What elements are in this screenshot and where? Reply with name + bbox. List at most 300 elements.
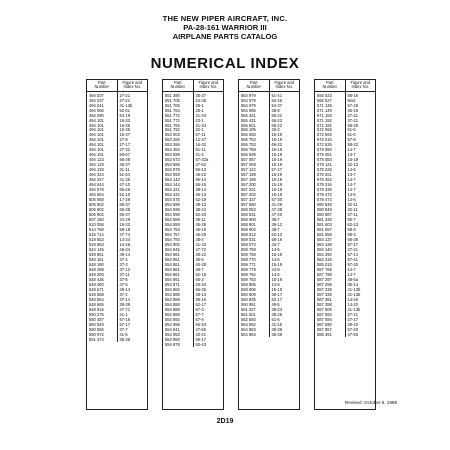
catalog-name: AIRPLANE PARTS CATALOG — [172, 32, 278, 41]
part-number: 494 041 — [87, 103, 117, 108]
figure-index: 17-26 — [119, 197, 130, 203]
part-number: 554 985 — [239, 108, 269, 113]
part-number: 551 792 — [163, 127, 193, 132]
part-number: 494 037 — [87, 91, 117, 97]
figure-index: 27-21 — [119, 97, 130, 103]
part-number: 556 753 — [239, 137, 269, 142]
figure-index: 14-5 — [347, 192, 356, 198]
figure-index: 15-19 — [271, 172, 282, 178]
figure-index: 56-14 — [195, 177, 206, 183]
part-number: 554 892 — [163, 317, 193, 322]
figure-index: 14-34 — [119, 237, 130, 243]
figure-index: 39-11 — [195, 217, 206, 223]
figure-index: 67-11 — [195, 132, 206, 138]
index-table — [163, 80, 223, 347]
figure-index: 39-12 — [271, 222, 282, 228]
part-number: 557 200 — [239, 182, 269, 187]
part-number: 494 066 — [87, 108, 117, 113]
figure-index: 45-38 — [195, 222, 206, 228]
figure-index: 41-4 — [195, 152, 204, 158]
part-number: 553 685 — [163, 162, 193, 167]
part-number: 494 123 — [87, 157, 117, 162]
part-number: 557 202 — [239, 192, 269, 197]
figure-index: 57-47 — [271, 167, 282, 173]
figure-index: 41-5 — [119, 331, 128, 337]
figure-index: 62-19 — [195, 197, 206, 203]
figure-index: 52-51 — [119, 107, 130, 113]
figure-index: 58-3 — [347, 227, 356, 233]
figure-index: 14-5 — [271, 247, 280, 253]
figure-index-header: Figure and Index No. — [117, 80, 147, 91]
figure-index: 61-6 — [347, 127, 356, 133]
part-number: 587 505 — [315, 307, 345, 312]
part-number: 515 714 — [87, 232, 117, 237]
part-number: 551 772 — [163, 113, 193, 118]
figure-index: 38-17 — [271, 291, 282, 297]
part-number: 585 015 — [315, 262, 345, 267]
figure-index: 15-19 — [271, 252, 282, 258]
figure-index: 37-7 — [119, 326, 128, 332]
figure-index: 67-32a — [195, 157, 209, 163]
figure-index: 46-34 — [119, 247, 130, 253]
figure-index: 41-1 — [119, 311, 128, 317]
part-number: 584 137 — [315, 237, 345, 242]
part-number: 579 316 — [315, 182, 345, 187]
part-number: 550 549 — [87, 322, 117, 327]
part-number: 554 093 — [163, 172, 193, 177]
part-number: 588 391 — [315, 332, 345, 337]
part-number: 554 144 — [163, 182, 193, 187]
part-number: 560 951 — [239, 302, 269, 307]
figure-index: 15-19 — [271, 162, 282, 168]
part-number: 548 161 — [87, 257, 117, 262]
figure-index: 46-29 — [195, 232, 206, 238]
figure-index: 57-30 — [271, 197, 282, 203]
figure-index: 38-8 — [271, 107, 280, 113]
part-number: 554 979 — [239, 91, 269, 97]
part-number: 554 953 — [163, 332, 193, 337]
part-number: 554 845 — [163, 247, 193, 252]
figure-index: 21-34 — [195, 122, 206, 128]
part-number: 555 421 — [239, 113, 269, 118]
figure-index: 57-20 — [347, 262, 358, 268]
page-title: NUMERICAL INDEX — [150, 55, 300, 72]
figure-index: 52-10 — [119, 192, 130, 198]
part-number: 554 888 — [163, 307, 193, 312]
part-number: 587 593 — [315, 312, 345, 317]
figure-index: 44-7 — [271, 242, 280, 248]
figure-index: 14-7 — [347, 267, 356, 273]
part-number: 494 133 — [87, 167, 117, 172]
part-number: 566 527 — [315, 98, 345, 103]
part-number: 494 101 — [87, 137, 117, 142]
part-number: 494 864 — [87, 192, 117, 197]
figure-index: 36-37 — [119, 162, 130, 168]
figure-index: 41-15 — [271, 321, 282, 327]
part-number: 587 299 — [315, 282, 345, 287]
part-number: 494 101 — [87, 118, 117, 123]
figure-index-header: Figure and Index No. — [345, 80, 375, 91]
part-number: 494 101 — [87, 152, 117, 157]
figure-index: 16-36 — [119, 127, 130, 133]
figure-index: 66-22 — [271, 142, 282, 148]
part-number: 571 183 — [315, 113, 345, 118]
figure-index: 25-1 — [195, 107, 204, 113]
figure-index: 58-22 — [347, 142, 358, 148]
part-number: 581 330 — [315, 217, 345, 222]
figure-index: 66-22 — [271, 112, 282, 118]
figure-index: 15-19 — [271, 192, 282, 198]
figure-index: 14-7 — [347, 152, 356, 158]
part-number: 554 888 — [163, 312, 193, 317]
figure-index: 47-40 — [271, 212, 282, 218]
figure-index: 27-32 — [119, 147, 130, 153]
part-number: 554 979 — [239, 103, 269, 108]
figure-index: 14-5 — [347, 167, 356, 173]
figure-index: 14-7 — [347, 187, 356, 193]
figure-index: 41-35 — [119, 177, 130, 183]
part-number: 494 133 — [87, 162, 117, 167]
figure-index: 56-36 — [195, 286, 206, 292]
figure-index: 14-46 — [119, 242, 130, 248]
part-number: 548 671 — [87, 287, 117, 292]
part-number: 554 757 — [163, 232, 193, 237]
part-number-header: Part Number — [315, 80, 345, 91]
figure-index: 14-5 — [271, 272, 280, 278]
figure-index: 15-19 — [271, 277, 282, 283]
figure-index: Misc — [347, 97, 356, 103]
figure-index: 14-7 — [347, 147, 356, 153]
part-number: 548 915 — [87, 307, 117, 312]
part-number: 519 653 — [87, 237, 117, 242]
part-number: 550 972 — [87, 332, 117, 337]
part-number: 553 878 — [163, 167, 193, 172]
figure-index: 61-6 — [271, 316, 280, 322]
part-number: 506 902 — [87, 202, 117, 207]
figure-index: 51-41 — [271, 92, 282, 98]
part-number: 587 768 — [315, 267, 345, 272]
figure-index: 41-13b — [347, 306, 361, 312]
figure-index: 24-29 — [119, 217, 130, 223]
figure-index: 14-5 — [271, 257, 280, 263]
figure-index: 14-20 — [347, 301, 358, 307]
part-number: 558 900 — [239, 217, 269, 222]
part-number: 551 390 — [163, 91, 193, 97]
part-number: 587 339 — [315, 292, 345, 297]
part-number: 554 793 — [163, 237, 193, 242]
part-number: 557 337 — [239, 197, 269, 202]
part-number: 572 610 — [315, 137, 345, 142]
figure-index: 41-33 — [195, 242, 206, 248]
part-number: 564 863 — [239, 327, 269, 332]
figure-index: 38-23 — [271, 306, 282, 312]
figure-index: 57-17 — [119, 321, 130, 327]
figure-index: 56-13 — [195, 167, 206, 173]
part-number: 550 275 — [87, 312, 117, 317]
figure-index: 49-14 — [119, 286, 130, 292]
figure-index: 27-8 — [119, 137, 128, 143]
figure-index: 46-22 — [195, 172, 206, 178]
figure-index: 58-3 — [347, 232, 356, 238]
part-number: 555 421 — [239, 118, 269, 123]
figure-index: 37-5 — [119, 277, 128, 283]
figure-index: 44-8 — [271, 267, 280, 273]
part-number: 507 150 — [87, 217, 117, 222]
part-number: 553 673 — [163, 157, 193, 162]
figure-index: 50-67 — [119, 152, 130, 158]
part-number: 579 083 — [315, 157, 345, 162]
figure-index: 27-21 — [347, 247, 358, 253]
figure-index: 21-34 — [195, 112, 206, 118]
figure-index: 15-19 — [271, 187, 282, 193]
part-number: 505 068 — [87, 197, 117, 202]
figure-index: 38-26 — [271, 311, 282, 317]
part-number: 587 388 — [315, 302, 345, 307]
part-number: 556 693 — [239, 132, 269, 137]
part-number: 557 580 — [239, 202, 269, 207]
part-number: 559 782 — [239, 272, 269, 277]
figure-index: 48-5a — [347, 277, 358, 283]
figure-index: 67-3 — [195, 306, 204, 312]
figure-index: 15-19 — [271, 157, 282, 163]
part-number: 551 764 — [163, 108, 193, 113]
part-number: 587 381 — [315, 297, 345, 302]
part-number: 557 201 — [239, 187, 269, 192]
part-number: 550 487 — [87, 317, 117, 322]
figure-index: 66-26 — [119, 187, 130, 193]
figure-index: 38-13 — [195, 291, 206, 297]
figure-index: 57-41 — [347, 257, 358, 263]
figure-index: 37-21 — [347, 117, 358, 123]
figure-index: 27-17 — [347, 316, 358, 322]
figure-index: 27-21 — [347, 112, 358, 118]
part-number: 559 779 — [239, 267, 269, 272]
figure-index: 38-7 — [271, 227, 280, 233]
part-number: 557 198 — [239, 172, 269, 177]
figure-index: 35-39 — [271, 331, 282, 337]
part-number: 506 902 — [87, 207, 117, 212]
part-number: 562 593 — [239, 317, 269, 322]
figure-index: 29-34 — [195, 282, 206, 287]
part-number: 559 806 — [239, 287, 269, 292]
figure-index: 37-11 — [119, 272, 130, 278]
index-column-3 — [238, 79, 300, 410]
figure-index: 16-32 — [195, 142, 206, 148]
part-number: 559 031 — [239, 237, 269, 242]
figure-index: 66-36 — [347, 237, 358, 243]
figure-index: 40-21 — [195, 331, 206, 337]
figure-index: 54-19 — [119, 112, 130, 118]
part-number: 554 861 — [163, 277, 193, 282]
figure-index: 47-11 — [347, 212, 358, 218]
figure-index: 32-11 — [347, 207, 358, 213]
figure-index: 57-17 — [347, 242, 358, 248]
figure-index: 24-35 — [195, 97, 206, 103]
part-number: 548 435 — [87, 277, 117, 282]
company-name: THE NEW PIPER AIRCRAFT, INC. — [162, 14, 288, 23]
part-number: 551 705 — [163, 98, 193, 103]
part-number: 548 664 — [87, 297, 117, 302]
figure-index: 65-3 — [195, 277, 204, 283]
figure-index: 62-18 — [195, 272, 206, 278]
table-row — [315, 332, 375, 337]
part-number: 494 090 — [87, 113, 117, 118]
figure-index: 49-14 — [119, 252, 130, 258]
figure-index: 66-22 — [271, 122, 282, 128]
part-number: 571 192 — [315, 118, 345, 123]
part-number: 564 864 — [239, 332, 269, 337]
table-row — [239, 332, 299, 337]
part-number: 548 665 — [87, 302, 117, 307]
revision-date: Revised: October 8, 1998 — [344, 400, 397, 405]
figure-index: 23-1 — [195, 117, 204, 123]
figure-index: 37-6 — [119, 282, 128, 287]
part-number: 571 192 — [315, 123, 345, 128]
figure-index: 55-7 — [347, 217, 356, 223]
part-number: 554 941 — [163, 327, 193, 332]
part-number: 580 848 — [315, 202, 345, 207]
figure-index: 66-23 — [271, 117, 282, 123]
part-number: 584 138 — [315, 242, 345, 247]
part-number: 587 857 — [315, 327, 345, 332]
part-number: 494 644 — [87, 182, 117, 187]
part-number: 548 568 — [87, 292, 117, 297]
figure-index: 41-49 — [271, 202, 282, 208]
part-number: 587 339 — [315, 287, 345, 292]
figure-index: 38-13 — [195, 202, 206, 208]
figure-index: 56-38 — [119, 157, 130, 163]
figure-index: 40-28 — [195, 262, 206, 268]
figure-index: 22-1 — [195, 127, 204, 133]
part-number: 554 861 — [163, 262, 193, 267]
part-number: 561 027 — [239, 307, 269, 312]
part-number: 551 374 — [87, 337, 117, 342]
figure-index: 47-72 — [195, 247, 206, 253]
part-number: 554 960 — [163, 337, 193, 342]
part-number: 514 758 — [87, 227, 117, 232]
part-number: 554 871 — [163, 282, 193, 287]
figure-index: 12-37 — [195, 137, 206, 143]
figure-index: 26-1 — [195, 102, 204, 108]
figure-index: 40-2 — [271, 127, 280, 133]
part-number: 551 792 — [163, 123, 193, 128]
part-number: 559 759 — [239, 247, 269, 252]
part-number: 579 226 — [315, 167, 345, 172]
figure-index: 15-19 — [271, 147, 282, 153]
figure-index: 16-37 — [119, 132, 130, 138]
part-number: 506 902 — [87, 212, 117, 217]
part-number: 553 003 — [163, 132, 193, 137]
part-number: 554 422 — [163, 192, 193, 197]
figure-index: 67-9 — [195, 316, 204, 322]
figure-index: 67-7 — [195, 311, 204, 317]
figure-index: 62-17 — [271, 296, 282, 302]
part-number: 494 101 — [87, 132, 117, 137]
part-number: 580 849 — [315, 207, 345, 212]
figure-index: 38-16 — [195, 296, 206, 302]
figure-index: 39-42 — [347, 321, 358, 327]
figure-index: 41-13b — [347, 286, 361, 292]
figure-index: 62-17 — [195, 301, 206, 307]
figure-index: 14-7 — [347, 177, 356, 183]
figure-index: 15-19 — [271, 262, 282, 268]
figure-index: 32-13 — [347, 162, 358, 168]
figure-index: 16-33 — [119, 222, 130, 228]
part-number: 551 772 — [163, 118, 193, 123]
figure-index-header: Figure and Index No. — [193, 80, 223, 91]
figure-index: 37-12 — [119, 267, 130, 273]
part-number: 580 887 — [315, 212, 345, 217]
part-number: 565 523 — [315, 91, 345, 97]
part-number: 558 831 — [239, 212, 269, 217]
index-column-2 — [162, 79, 224, 410]
part-number: 571 149 — [315, 108, 345, 113]
part-number: 579 261 — [315, 172, 345, 177]
part-number: 581 603 — [315, 222, 345, 227]
figure-index: 66-37 — [119, 202, 130, 208]
part-number: 584 315 — [315, 257, 345, 262]
figure-index: 15-19 — [271, 286, 282, 292]
figure-index: 47-71 — [119, 306, 130, 312]
figure-index: 38-39 — [119, 301, 130, 307]
figure-index: 41-13b — [119, 102, 133, 108]
part-number: 587 690 — [315, 322, 345, 327]
figure-index: 47-50 — [347, 331, 358, 337]
figure-index: 35-37 — [195, 92, 206, 98]
index-columns — [86, 79, 376, 410]
part-number: 559 805 — [239, 282, 269, 287]
figure-index: 54-37 — [271, 102, 282, 108]
figure-index: 38-14 — [195, 187, 206, 193]
figure-index: 51-54 — [119, 172, 130, 178]
figure-index: 31-11 — [119, 167, 130, 173]
figure-index: 27-21 — [347, 311, 358, 317]
part-number: 572 592 — [315, 127, 345, 132]
part-number: 564 852 — [239, 322, 269, 327]
index-table — [87, 80, 147, 342]
part-number: 560 835 — [239, 297, 269, 302]
part-number: 579 474 — [315, 197, 345, 202]
part-number: 524 145 — [87, 247, 117, 252]
figure-index: 86-16 — [347, 92, 358, 98]
part-number: 579 080 — [315, 147, 345, 152]
figure-index: 56-15 — [195, 182, 206, 188]
part-number: 584 140 — [315, 247, 345, 252]
part-number: 556 839 — [239, 152, 269, 157]
part-number: 494 101 — [87, 147, 117, 152]
figure-index: 40-5 — [195, 257, 204, 263]
figure-index: 15-19 — [271, 152, 282, 158]
figure-index: 37-3 — [119, 262, 128, 268]
part-number-header: Part Number — [239, 80, 269, 91]
part-number: 559 783 — [239, 277, 269, 282]
part-number: 554 896 — [163, 322, 193, 327]
part-number: 557 199 — [239, 177, 269, 182]
part-number: 510 058 — [87, 222, 117, 227]
part-number: 561 501 — [239, 312, 269, 317]
part-number: 572 593 — [315, 132, 345, 137]
part-number: 572 625 — [315, 142, 345, 147]
figure-index: 35-39 — [271, 326, 282, 332]
part-number: 579 338 — [315, 187, 345, 192]
part-number: 554 143 — [163, 177, 193, 182]
part-number: 553 599 — [163, 152, 193, 157]
figure-index: 38-24 — [195, 207, 206, 213]
part-number: 587 297 — [315, 277, 345, 282]
part-number: 558 053 — [239, 207, 269, 212]
index-table — [315, 80, 375, 337]
figure-index: 35-15 — [347, 107, 358, 113]
